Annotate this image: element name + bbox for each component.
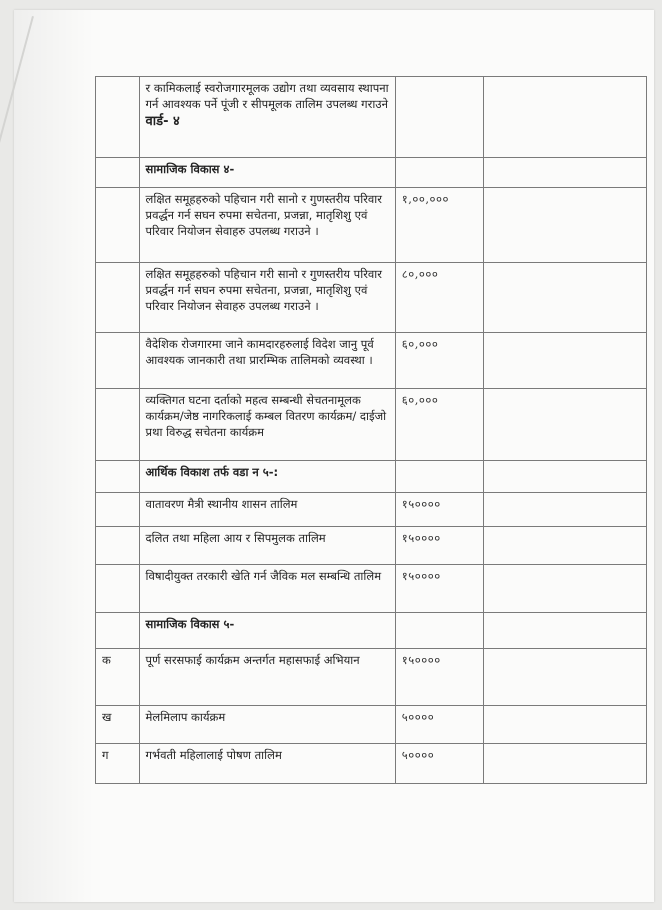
row-amount	[395, 613, 483, 649]
row-description-text: र कामिकलाई स्वरोजगारमूलक उद्योग तथा व्यवसाय स्थापना गर्न आवश्यक पर्ने पूंजी र सीपमूलक तालिम उपलब्ध गराउने	[145, 81, 389, 111]
row-description: वातावरण मैत्री स्थानीय शासन तालिम	[139, 493, 395, 527]
row-amount: ५००००	[395, 744, 483, 784]
row-amount	[395, 158, 483, 188]
row-description: पूर्ण सरसफाई कार्यक्रम अन्तर्गत महासफाई अभियान	[139, 649, 395, 706]
row-remark	[483, 706, 646, 744]
row-index: ख	[96, 706, 140, 744]
row-amount: १५००००	[395, 493, 483, 527]
table-row	[96, 493, 647, 527]
table-row	[96, 706, 647, 744]
row-remark	[483, 333, 646, 389]
row-remark	[483, 565, 646, 613]
row-amount: ६०,०००	[395, 389, 483, 461]
row-index: ग	[96, 744, 140, 784]
row-amount: ५००००	[395, 706, 483, 744]
row-index	[96, 565, 140, 613]
row-remark	[483, 389, 646, 461]
row-index	[96, 188, 140, 263]
section-heading: सामाजिक विकास ४-	[139, 158, 395, 188]
row-amount	[395, 461, 483, 493]
budget-table	[95, 76, 647, 784]
row-index	[96, 461, 140, 493]
row-description: लक्षित समूहहरुको पहिचान गरी सानो र गुणस्तरीय परिवार प्रवर्द्धन गर्न सघन रुपमा सचेतना, प्रजन्ना, मातृशिशु एवं परिवार नियोजन सेवाहरु उपलब्ध गराउने ।	[139, 188, 395, 263]
table-row	[96, 565, 647, 613]
table-row	[96, 461, 647, 493]
table-row	[96, 744, 647, 784]
row-index	[96, 613, 140, 649]
section-heading: आर्थिक विकाश तर्फ वडा न ५-:	[139, 461, 395, 493]
row-remark	[483, 77, 646, 158]
row-remark	[483, 158, 646, 188]
row-description: विषादीयुक्त तरकारी खेति गर्न जैविक मल सम्बन्धि तालिम	[139, 565, 395, 613]
ward-tag: वार्ड- ४	[145, 114, 180, 129]
row-remark	[483, 461, 646, 493]
table-row	[96, 77, 647, 158]
table-row	[96, 527, 647, 565]
table-row	[96, 649, 647, 706]
table-row	[96, 158, 647, 188]
row-amount: १५००००	[395, 565, 483, 613]
row-description: गर्भवती महिलालाई पोषण तालिम	[139, 744, 395, 784]
row-index	[96, 77, 140, 158]
row-remark	[483, 649, 646, 706]
row-remark	[483, 527, 646, 565]
row-remark	[483, 188, 646, 263]
document-page	[14, 10, 654, 902]
row-remark	[483, 263, 646, 333]
row-index	[96, 158, 140, 188]
row-amount: १,००,०००	[395, 188, 483, 263]
row-amount: १५००००	[395, 527, 483, 565]
row-remark	[483, 493, 646, 527]
row-amount: ८०,०००	[395, 263, 483, 333]
row-description: व्यक्तिगत घटना दर्ताको महत्व सम्बन्धी सेचतनामूलक कार्यक्रम/जेष्ठ नागरिकलाई कम्बल वितरण कार्यक्रम/ दाईजो प्रथा विरुद्ध सचेतना कार्यक्रम	[139, 389, 395, 461]
row-index	[96, 333, 140, 389]
row-description: लक्षित समूहहरुको पहिचान गरी सानो र गुणस्तरीय परिवार प्रवर्द्धन गर्न सघन रुपमा सचेतना, प्रजन्ना, मातृशिशु एवं परिवार नियोजन सेवाहरु उपलब्ध गराउने ।	[139, 263, 395, 333]
row-description: दलित तथा महिला आय र सिपमुलक तालिम	[139, 527, 395, 565]
table-row	[96, 613, 647, 649]
row-amount	[395, 77, 483, 158]
row-index: क	[96, 649, 140, 706]
row-description	[139, 77, 395, 158]
row-description: वैदेशिक रोजगारमा जाने कामदारहरुलाई विदेश जानु पूर्व आवश्यक जानकारी तथा प्रारम्भिक तालिमको व्यवस्था ।	[139, 333, 395, 389]
table-row	[96, 263, 647, 333]
table-row	[96, 188, 647, 263]
row-amount: १५००००	[395, 649, 483, 706]
row-index	[96, 527, 140, 565]
row-amount: ६०,०००	[395, 333, 483, 389]
scan-shadow	[14, 10, 94, 902]
row-description: मेलमिलाप कार्यक्रम	[139, 706, 395, 744]
section-heading: सामाजिक विकास ५-	[139, 613, 395, 649]
row-index	[96, 263, 140, 333]
row-index	[96, 389, 140, 461]
row-remark	[483, 613, 646, 649]
table-row	[96, 389, 647, 461]
row-index	[96, 493, 140, 527]
row-remark	[483, 744, 646, 784]
table-row	[96, 333, 647, 389]
